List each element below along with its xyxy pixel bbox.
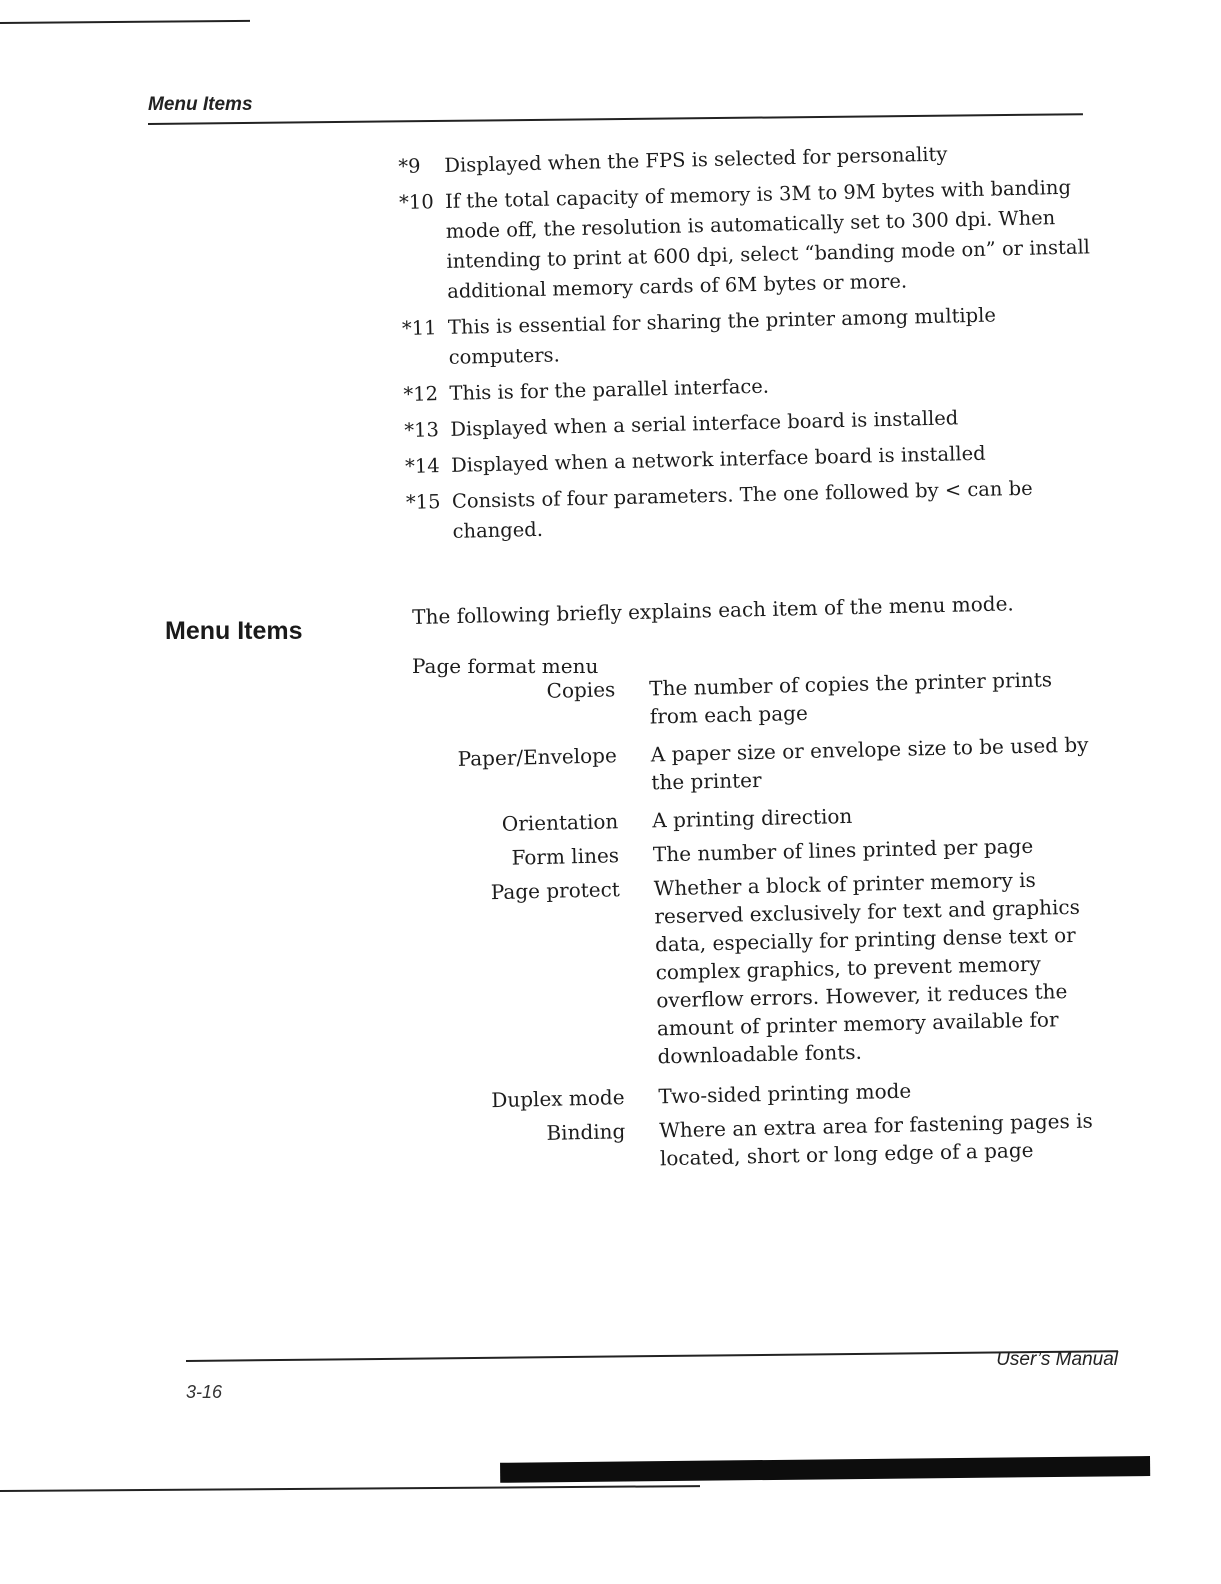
footnote-number: *9 xyxy=(398,154,421,178)
top-edge-rule xyxy=(0,20,250,24)
header-rule xyxy=(148,113,1083,125)
footnotes xyxy=(398,136,1097,554)
bottom-edge-rule xyxy=(0,1485,700,1492)
footnote-text: Displayed when the FPS is selected for personality xyxy=(444,142,948,177)
menu-item-term: Orientation xyxy=(501,809,619,836)
footnote-text: This is essential for sharing the printer among multiple computers. xyxy=(447,303,997,369)
menu-item-row xyxy=(410,864,1114,1076)
footnote-text: Displayed when a network interface board is installed xyxy=(450,441,986,477)
bottom-bar xyxy=(500,1456,1150,1483)
menu-item-term: Duplex mode xyxy=(491,1085,625,1113)
menu-item-term: Form lines xyxy=(511,843,620,870)
section-intro: The following briefly explains each item of the menu mode. xyxy=(412,591,1014,629)
menu-title: Page format menu xyxy=(412,654,599,678)
footnote-number: *11 xyxy=(401,316,437,340)
menu-item-definition: Whether a block of printer memory is reserved exclusively for text and graphics data, especially for printing dense text or complex graphics, to prevent memory overflow errors. However, it reduces the amount of printer memory available for downloadable fonts. xyxy=(653,867,1081,1069)
menu-item-definition: The number of copies the printer prints from each page xyxy=(648,667,1053,729)
footnote-number: *15 xyxy=(405,490,441,514)
footnote-item xyxy=(399,172,1092,308)
footnote-number: *14 xyxy=(404,454,440,478)
footer-rule xyxy=(186,1350,1118,1362)
footnote-text: Displayed when a serial interface board is installed xyxy=(450,406,959,441)
footnote-number: *10 xyxy=(398,190,434,214)
footnote-item xyxy=(406,472,1097,548)
footnote-text: Consists of four parameters. The one followed by < can be changed. xyxy=(451,476,1033,543)
menu-item-row xyxy=(406,730,1107,802)
menu-item-definition: The number of lines printed per page xyxy=(652,833,1034,867)
menu-item-term: Binding xyxy=(546,1119,626,1145)
menu-item-term: Paper/Envelope xyxy=(457,743,618,771)
menu-item-term: Page protect xyxy=(490,877,621,905)
section-heading: Menu Items xyxy=(165,617,303,645)
menu-item-list xyxy=(405,664,1116,1178)
footer-title: User’s Manual xyxy=(996,1349,1118,1370)
footnote-text: If the total capacity of memory is 3M to 9M bytes with banding mode off, the resolution is automatically set to 300 dpi. When intending to print at 600 dpi, select “banding mode on” or install additional memory cards of 6M bytes or more. xyxy=(444,175,1091,303)
footnote-item xyxy=(402,298,1093,374)
footnote-text: This is for the parallel interface. xyxy=(449,374,770,405)
menu-item-row xyxy=(415,1106,1116,1178)
header-title: Menu Items xyxy=(148,94,253,115)
menu-item-definition: A printing direction xyxy=(651,803,853,833)
menu-item-definition: Where an extra area for fastening pages is located, short or long edge of a page xyxy=(659,1108,1094,1171)
footnote-number: *13 xyxy=(404,418,440,442)
menu-item-definition: Two-sided printing mode xyxy=(658,1078,912,1109)
menu-item-definition: A paper size or envelope size to be used by the printer xyxy=(650,732,1089,795)
menu-item-term: Copies xyxy=(546,677,616,703)
page-number: 3-16 xyxy=(186,1382,223,1402)
footnote-number: *12 xyxy=(403,382,439,406)
